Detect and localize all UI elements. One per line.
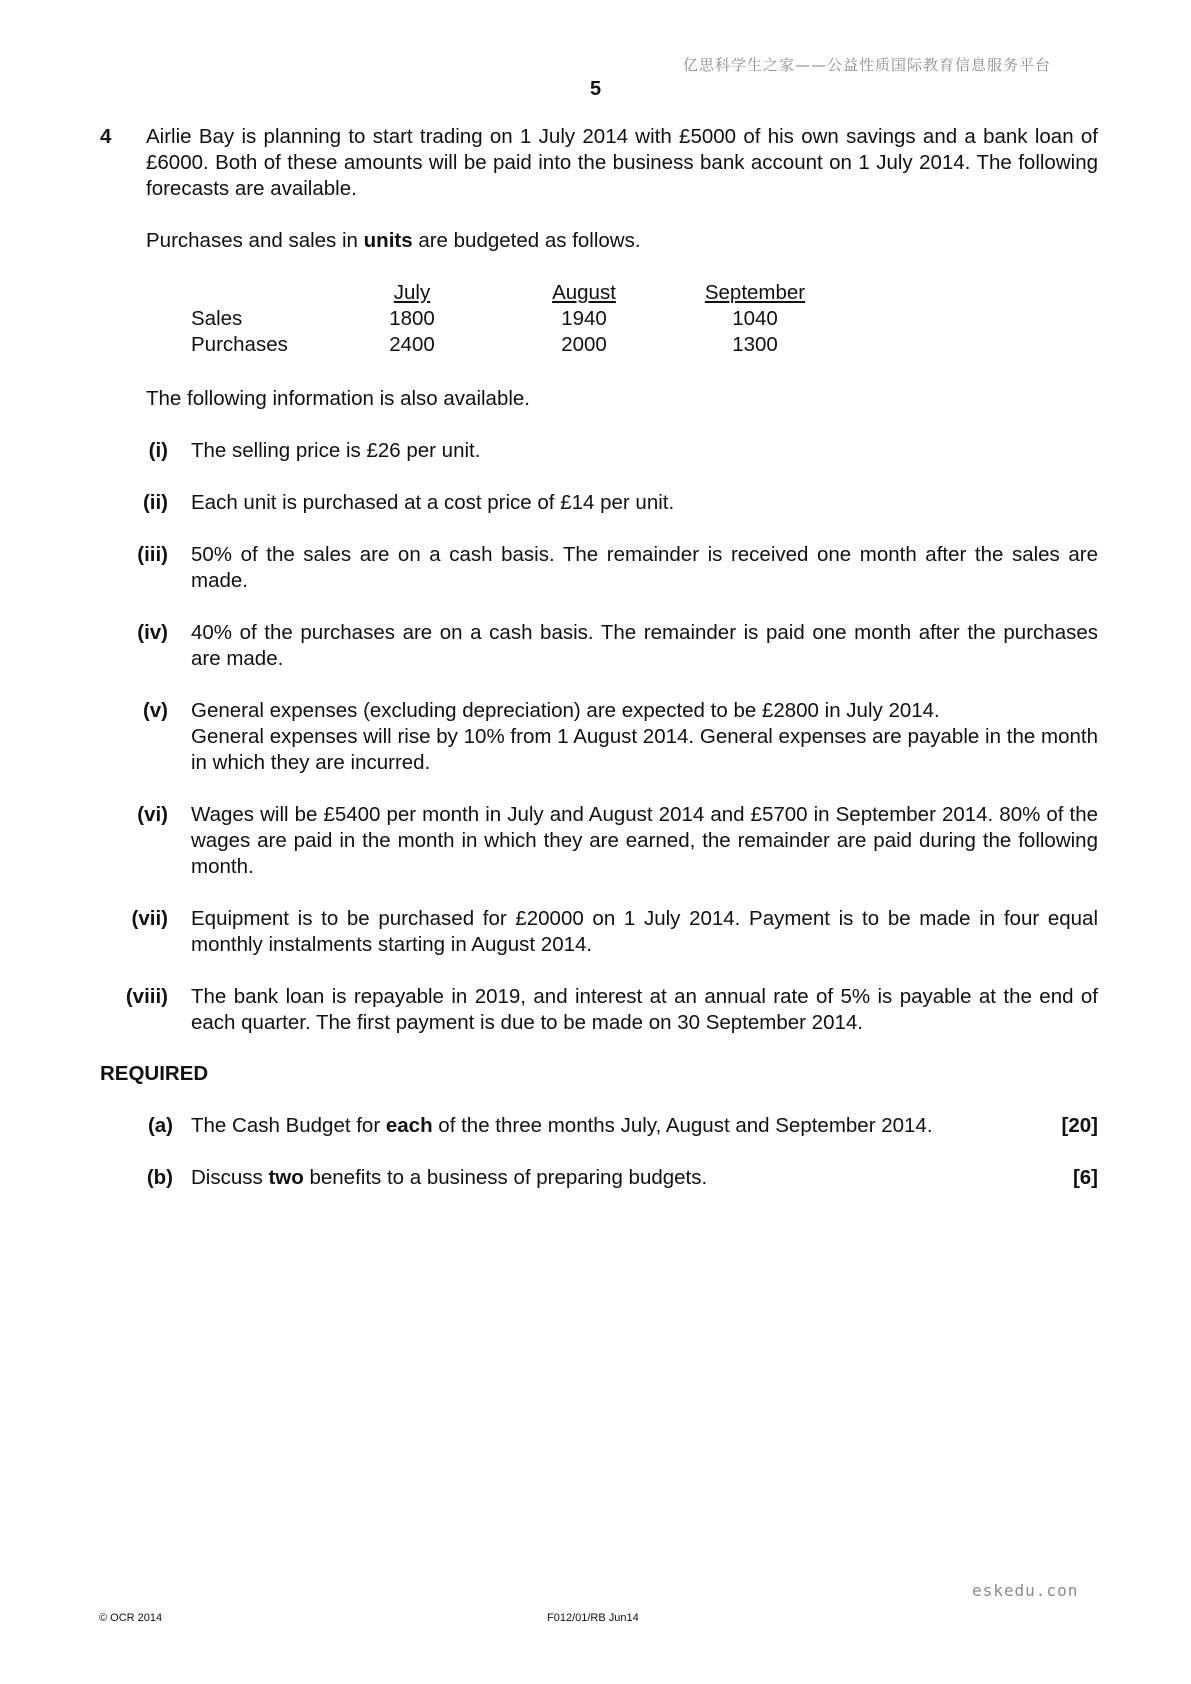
footer-code: F012/01/RB Jun14 bbox=[547, 1612, 639, 1624]
part-text-post: benefits to a business of preparing budgets. bbox=[303, 1166, 708, 1189]
item-text: Equipment is to be purchased for £20000 on 1 July 2014. Payment is to be made in four equal monthly instalments starting in August 2014. bbox=[191, 907, 1098, 956]
table-cell: 1800 bbox=[389, 307, 435, 330]
item-number: (v) bbox=[142, 699, 168, 722]
item-number: (ii) bbox=[142, 491, 168, 514]
table-row-label-purchases: Purchases bbox=[191, 333, 288, 356]
required-heading: REQUIRED bbox=[100, 1062, 209, 1085]
item-number: (vi) bbox=[137, 803, 168, 826]
budget-intro-pre: Purchases and sales in bbox=[146, 229, 364, 252]
item-text: The selling price is £26 per unit. bbox=[191, 439, 481, 462]
marks-a: [20] bbox=[1061, 1114, 1098, 1137]
part-text-b bbox=[191, 1166, 707, 1190]
table-cell: 1040 bbox=[732, 307, 778, 330]
budget-intro bbox=[146, 228, 641, 254]
footer-copyright: © OCR 2014 bbox=[99, 1612, 163, 1624]
item-text: The bank loan is repayable in 2019, and interest at an annual rate of 5% is payable at the end of each quarter. The first payment is due to be made on 30 September 2014. bbox=[191, 985, 1098, 1034]
item-text: Each unit is purchased at a cost price of £14 per unit. bbox=[191, 491, 675, 514]
item-number: (iii) bbox=[137, 543, 168, 566]
part-text-bold: each bbox=[385, 1114, 433, 1137]
table-header-august: August bbox=[552, 281, 616, 304]
budget-intro-post: are budgeted as follows. bbox=[412, 229, 641, 252]
question-number: 4 bbox=[100, 125, 112, 148]
item-text: 40% of the purchases are on a cash basis. The remainder is paid one month after the purchases are made. bbox=[191, 621, 1098, 670]
part-text-a bbox=[191, 1114, 933, 1138]
part-text-post: of the three months July, August and September 2014. bbox=[432, 1114, 933, 1137]
table-cell: 1300 bbox=[732, 333, 778, 356]
item-text: 50% of the sales are on a cash basis. The remainder is received one month after the sales are made. bbox=[191, 543, 1098, 592]
part-text-pre: Discuss bbox=[191, 1166, 269, 1189]
item-number: (viii) bbox=[125, 985, 168, 1008]
page-number: 5 bbox=[589, 78, 602, 100]
site-watermark: eskedu.con bbox=[972, 1581, 1079, 1600]
item-text: Wages will be £5400 per month in July and August 2014 and £5700 in September 2014. 80% of the wages are paid in the month in which they are earned, the remainder are paid during the following month. bbox=[191, 803, 1098, 878]
marks-b: [6] bbox=[1072, 1166, 1098, 1189]
item-text-line1: General expenses (excluding depreciation) are expected to be £2800 in July 2014. bbox=[191, 699, 940, 722]
info-intro: The following information is also available. bbox=[146, 387, 531, 410]
table-cell: 2000 bbox=[561, 333, 607, 356]
table-header-september: September bbox=[704, 281, 806, 304]
table-header-july: July bbox=[393, 281, 431, 304]
item-text-line2: General expenses will rise by 10% from 1 August 2014. General expenses are payable in the month in which they are incurred. bbox=[191, 725, 1098, 774]
part-label-a: (a) bbox=[147, 1114, 173, 1137]
part-text-bold: two bbox=[268, 1166, 304, 1189]
budget-intro-bold: units bbox=[363, 229, 413, 252]
item-number: (i) bbox=[148, 439, 168, 462]
table-cell: 2400 bbox=[389, 333, 435, 356]
question-intro: Airlie Bay is planning to start trading on 1 July 2014 with £5000 of his own savings and a bank loan of £6000. Both of these amounts will be paid into the business bank account on 1 July 2014. The following forecasts are available. bbox=[146, 125, 1098, 200]
watermark-text: 亿思科学生之家——公益性质国际教育信息服务平台 bbox=[683, 56, 1052, 74]
table-row-label-sales: Sales bbox=[191, 307, 243, 330]
table-cell: 1940 bbox=[561, 307, 607, 330]
item-number: (iv) bbox=[137, 621, 168, 644]
item-number: (vii) bbox=[131, 907, 168, 930]
part-label-b: (b) bbox=[146, 1166, 173, 1189]
item-text bbox=[191, 698, 1098, 776]
part-text-pre: The Cash Budget for bbox=[191, 1114, 386, 1137]
